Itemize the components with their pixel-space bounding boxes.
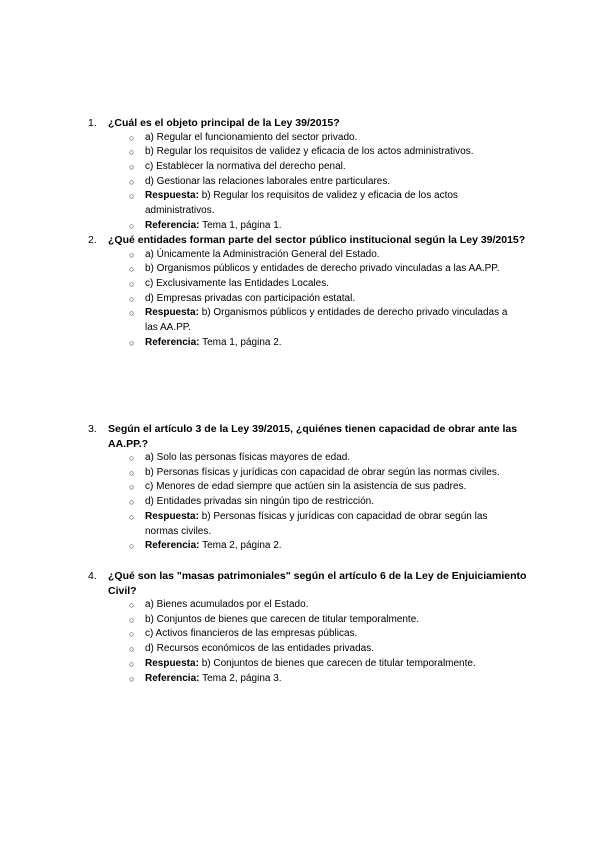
options-list <box>88 131 538 234</box>
question-text: ¿Qué son las "masas patrimoniales" según el artículo 6 de la Ley de Enjuiciamiento Civil? <box>108 570 527 597</box>
reference-text: Tema 2, página 2. <box>202 540 282 552</box>
answer-label: Respuesta: <box>145 307 199 319</box>
answer-text: b) Personas físicas y jurídicas con capacidad de obrar según las normas civiles. <box>145 510 488 537</box>
circle-bullet-icon: ○ <box>129 249 135 260</box>
circle-bullet-icon: ○ <box>129 278 135 289</box>
option-b: ○ b) Organismos públicos y entidades de derecho privado vinculadas a las AA.PP. <box>88 262 520 277</box>
answer-item <box>88 657 520 672</box>
circle-bullet-icon: ○ <box>129 220 135 231</box>
circle-bullet-icon: ○ <box>129 497 135 508</box>
reference-item <box>88 539 520 554</box>
question-text: Según el artículo 3 de la Ley 39/2015, ¿quiénes tienen capacidad de obrar ante las AA.PP.? <box>108 423 518 450</box>
circle-bullet-icon: ○ <box>129 293 135 304</box>
circle-bullet-icon: ○ <box>129 147 135 158</box>
reference-item <box>88 219 520 234</box>
answer-label: Respuesta: <box>145 657 199 669</box>
question-number: 4. <box>88 570 97 582</box>
reference-text: Tema 1, página 2. <box>202 336 282 348</box>
reference-item <box>88 336 520 351</box>
circle-bullet-icon: ○ <box>129 673 135 684</box>
question-heading <box>88 116 538 131</box>
question-3 <box>88 422 538 554</box>
options-list <box>88 598 538 686</box>
option-c: ○ c) Establecer la normativa del derecho penal. <box>88 160 520 175</box>
option-a: ○ a) Regular el funcionamiento del sector privado. <box>88 131 520 146</box>
options-list <box>88 451 538 554</box>
option-c: ○ c) Exclusivamente las Entidades Locales. <box>88 277 520 292</box>
reference-text: Tema 1, página 1. <box>202 219 282 231</box>
question-heading <box>88 569 538 598</box>
option-b: ○ b) Personas físicas y jurídicas con capacidad de obrar según las normas civiles. <box>88 466 520 481</box>
circle-bullet-icon: ○ <box>129 467 135 478</box>
circle-bullet-icon: ○ <box>129 511 135 522</box>
question-number: 2. <box>88 234 97 246</box>
reference-label: Referencia: <box>145 540 200 552</box>
options-list <box>88 248 538 351</box>
option-a: ○ a) Únicamente la Administración General del Estado. <box>88 248 520 263</box>
answer-text: b) Organismos públicos y entidades de derecho privado vinculadas a las AA.PP. <box>145 307 508 334</box>
question-number: 3. <box>88 423 97 435</box>
option-b: ○ b) Regular los requisitos de validez y eficacia de los actos administrativos. <box>88 145 520 160</box>
question-heading <box>88 422 538 451</box>
answer-item <box>88 510 520 539</box>
option-c: ○ c) Activos financieros de las empresas públicas. <box>88 627 520 642</box>
question-text: ¿Cuál es el objeto principal de la Ley 39/2015? <box>108 117 340 129</box>
option-a: ○ a) Bienes acumulados por el Estado. <box>88 598 520 613</box>
reference-label: Referencia: <box>145 336 200 348</box>
option-c: ○ c) Menores de edad siempre que actúen sin la asistencia de sus padres. <box>88 480 520 495</box>
option-a: ○ a) Solo las personas físicas mayores de edad. <box>88 451 520 466</box>
option-d: ○ d) Gestionar las relaciones laborales entre particulares. <box>88 175 520 190</box>
circle-bullet-icon: ○ <box>129 541 135 552</box>
circle-bullet-icon: ○ <box>129 191 135 202</box>
answer-item <box>88 306 520 335</box>
answer-label: Respuesta: <box>145 510 199 522</box>
circle-bullet-icon: ○ <box>129 161 135 172</box>
circle-bullet-icon: ○ <box>129 482 135 493</box>
reference-label: Referencia: <box>145 219 200 231</box>
question-2 <box>88 233 538 350</box>
circle-bullet-icon: ○ <box>129 644 135 655</box>
circle-bullet-icon: ○ <box>129 132 135 143</box>
circle-bullet-icon: ○ <box>129 658 135 669</box>
circle-bullet-icon: ○ <box>129 337 135 348</box>
option-d: ○ d) Empresas privadas con participación estatal. <box>88 292 520 307</box>
answer-item <box>88 189 520 218</box>
reference-label: Referencia: <box>145 672 200 684</box>
answer-label: Respuesta: <box>145 190 199 202</box>
circle-bullet-icon: ○ <box>129 264 135 275</box>
question-1 <box>88 116 538 233</box>
answer-text: b) Conjuntos de bienes que carecen de titular temporalmente. <box>201 657 476 669</box>
option-b: ○ b) Conjuntos de bienes que carecen de titular temporalmente. <box>88 613 520 628</box>
circle-bullet-icon: ○ <box>129 308 135 319</box>
reference-text: Tema 2, página 3. <box>202 672 282 684</box>
circle-bullet-icon: ○ <box>129 614 135 625</box>
question-4 <box>88 569 538 686</box>
question-text: ¿Qué entidades forman parte del sector público institucional según la Ley 39/2015? <box>108 234 526 246</box>
answer-text: b) Regular los requisitos de validez y eficacia de los actos administrativos. <box>145 190 458 217</box>
circle-bullet-icon: ○ <box>129 176 135 187</box>
option-d: ○ d) Recursos económicos de las entidades privadas. <box>88 642 520 657</box>
circle-bullet-icon: ○ <box>129 453 135 463</box>
circle-bullet-icon: ○ <box>129 629 135 640</box>
circle-bullet-icon: ○ <box>129 600 135 610</box>
question-heading <box>88 233 538 248</box>
option-d: ○ d) Entidades privadas sin ningún tipo de restricción. <box>88 495 520 510</box>
reference-item <box>88 672 520 687</box>
question-number: 1. <box>88 117 97 129</box>
